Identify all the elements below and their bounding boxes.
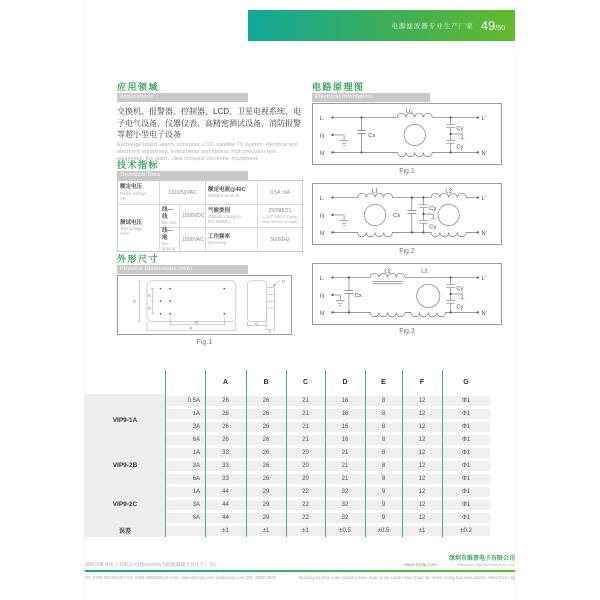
cell-c: 20 [302, 475, 309, 482]
climatic-note: (-25℃/+85℃ Damp heat test for 21 days) [262, 214, 298, 224]
circuit-fig3-svg [313, 264, 501, 324]
model-label: VIP9-2C [85, 485, 165, 524]
cell-e: 8 [381, 397, 386, 404]
applications-body-cn: 交换机、报警器、控制器、LCD、卫星电视系统、电子电气设备、仪器仪表、高精密测试设备、消防报警等超小型电子设备 [117, 107, 302, 139]
header-bar [248, 10, 515, 41]
cell-f: 12 [418, 475, 426, 482]
test-voltage-en: Test Voltage [120, 226, 143, 232]
size-table-group-vip9-1a [85, 394, 490, 446]
page-right-edge [514, 0, 515, 600]
rated-voltage-value: 110/250VAC [168, 189, 197, 196]
current-cell: 1A [192, 449, 200, 456]
line-line-value: 1500VDC [182, 213, 205, 219]
cell-d: 16 [341, 397, 349, 404]
line-ground-value: 1500VAC [182, 236, 204, 243]
table-divider [165, 370, 166, 537]
cell-e: 8 [381, 436, 386, 443]
rated-voltage-label-cell [118, 181, 160, 205]
applications-title: 应用领域 [117, 82, 160, 92]
cell-a: ±1 [222, 527, 229, 534]
cell-g: Φ1 [461, 475, 471, 482]
fig3-label-l-out: L' [481, 275, 486, 282]
test-voltage-label-cell [118, 205, 160, 251]
cell-g: Φ1 [461, 514, 471, 521]
cell-c: 21 [302, 423, 309, 430]
fig1-label-cy-top: Cy [456, 126, 464, 133]
col-header-a: A [222, 378, 229, 386]
cell-b: 26 [262, 449, 270, 456]
cell-f: 12 [418, 449, 426, 456]
size-table [85, 370, 490, 537]
fig1-label-n-out: N' [481, 150, 487, 157]
cell-f: 12 [418, 436, 426, 443]
cell-f: 12 [418, 488, 426, 495]
cell-a: 33 [222, 462, 229, 469]
size-table-group-vip9-2c [85, 485, 490, 524]
rated-voltage-cn: 额定电压 [120, 184, 143, 191]
cell-d: 16 [341, 436, 349, 443]
col-header-g: G [463, 378, 469, 386]
circuit-fig2-svg [313, 184, 501, 244]
cell-e: ±0.5 [377, 527, 390, 534]
cell-a: 44 [222, 514, 229, 521]
cell-f: 12 [418, 410, 426, 417]
cell-d: ±0.5 [339, 527, 351, 534]
fig1-label-n: N [319, 150, 325, 157]
circuits-subtitle: Electrical Information [312, 93, 430, 102]
cell-d: 32 [341, 501, 349, 508]
cell-d: 16 [341, 423, 349, 430]
table-divider [402, 370, 403, 537]
rated-current-value-cell [258, 181, 302, 205]
cell-b: ±1 [262, 527, 270, 534]
cell-f: ±1 [418, 527, 426, 534]
line-ground-en: line-ground [162, 241, 176, 251]
table-divider [325, 370, 326, 537]
dimensions-title: 外形尺寸 [117, 254, 160, 264]
line-line-en: line-line [162, 220, 177, 225]
rated-current-label-cell [206, 181, 258, 205]
dim-label-b: B [195, 319, 199, 325]
operating-value-cell [258, 228, 302, 251]
current-cell: 1A [192, 410, 200, 417]
applications-body-en: Exchange board, alarm, controller, LCD, satellite TV system, electrical and electronic equipment, instruments and meters, high precision test equipment, fire alarm, ultra compact electronic equipment. [117, 142, 298, 162]
circuits-title: 电路原理图 [312, 82, 365, 92]
fig2-label-cx: Cx [393, 212, 401, 219]
current-cell: 1A [192, 488, 200, 495]
cell-a: 26 [222, 397, 229, 404]
circuit-fig1-svg [313, 104, 501, 164]
rated-current-en: Rated Current IR [208, 193, 240, 199]
cell-g: Φ1 [461, 488, 471, 495]
current-cell: 6A [192, 514, 200, 521]
fig1-label-cx: Cx [368, 132, 376, 139]
circuit-fig3-caption: Fig.3 [399, 328, 415, 335]
cell-e: 8 [381, 475, 386, 482]
cell-a: 26 [222, 410, 229, 417]
fig1-label-g: G [319, 133, 325, 140]
cell-d: 21 [341, 462, 349, 469]
line-line-value-cell [180, 205, 206, 228]
circuit-fig3-box [312, 263, 502, 325]
cell-d: 32 [341, 488, 349, 495]
table-divider [205, 370, 206, 537]
cell-c: 22 [302, 514, 309, 521]
circuit-fig1-caption: Fig.1 [399, 168, 415, 175]
dim-label-c: C [255, 320, 259, 326]
fig2-label-l1: L1 [371, 188, 379, 195]
dimension-caption: Fig.1 [196, 339, 213, 346]
fig2-label-cy-bottom: Cy [429, 224, 437, 231]
cell-g: Φ1 [461, 436, 471, 443]
cell-b: 29 [262, 501, 270, 508]
cell-a: 26 [222, 423, 229, 430]
cell-g: Φ1 [461, 397, 471, 404]
cell-b: 26 [262, 462, 270, 469]
fig3-label-l2a: L2 [384, 268, 391, 275]
footer-company-block [449, 556, 515, 568]
cell-f: 12 [418, 501, 426, 508]
fig1-label-l-out: L' [481, 115, 486, 122]
cell-b: 26 [262, 410, 270, 417]
operating-label-cell [206, 228, 258, 251]
col-header-f: F [419, 378, 425, 386]
size-table-header [85, 370, 490, 394]
fig2-label-l: L [319, 195, 324, 202]
applications-subtitle: Applications [117, 93, 248, 102]
rated-current-cn: 额定电流@40C [208, 186, 246, 193]
climatic-value-cell [258, 205, 302, 228]
col-header-b: B [263, 378, 269, 386]
cell-e: 8 [381, 462, 386, 469]
cell-b: 26 [262, 436, 270, 443]
cell-b: 26 [262, 475, 270, 482]
line-ground-value-cell [180, 228, 206, 251]
cell-c: 21 [302, 397, 309, 404]
current-cell: 3A [192, 501, 200, 508]
current-cell: 6A [192, 436, 200, 443]
rated-current-value: 0.5A~6A [269, 189, 291, 196]
line-ground-label-cell [160, 228, 180, 251]
fig2-label-l2: L2 [445, 188, 452, 195]
page-total: /50 [495, 25, 505, 32]
fig2-label-n: N [319, 230, 325, 237]
cell-f: 12 [418, 397, 426, 404]
size-table-tolerance-row [85, 524, 490, 537]
cell-c: ±1 [302, 527, 309, 534]
circuit-fig2-caption: Fig.2 [399, 248, 415, 255]
cell-g: ±0.2 [460, 527, 472, 534]
climatic-value: 25/085/21 [268, 207, 292, 214]
cell-a: 44 [222, 501, 229, 508]
header-tagline: 电源滤波器专业生产厂家 [391, 23, 474, 30]
cell-e: 9 [381, 514, 386, 521]
page-number: 49 [480, 18, 496, 33]
operating-en: Operating [208, 240, 227, 246]
cell-g: Φ1 [461, 462, 471, 469]
current-cell: 3A [192, 462, 200, 469]
cell-c: 21 [302, 436, 309, 443]
fig2-label-n-out: N' [481, 230, 487, 237]
cell-e: 9 [381, 488, 386, 495]
cell-d: 21 [341, 449, 349, 456]
operating-value: 50/60Hz [270, 236, 290, 243]
cell-a: 33 [222, 449, 229, 456]
cell-a: 26 [222, 436, 229, 443]
cell-d: 16 [341, 410, 349, 417]
line-ground-cn: 线—地 [162, 228, 174, 241]
cell-f: 12 [418, 514, 426, 521]
dim-label-f: F [268, 329, 272, 334]
tolerance-label: 误差 [85, 524, 165, 537]
cell-d: 21 [341, 475, 349, 482]
model-label: VIP9-1A [85, 394, 165, 446]
fig2-label-g: G [319, 213, 325, 220]
current-cell: 6A [192, 475, 200, 482]
rated-voltage-value-cell [160, 181, 206, 205]
table-divider [442, 370, 443, 537]
line-line-label-cell [160, 205, 180, 228]
col-header-c: C [302, 378, 309, 386]
cell-c: 20 [302, 462, 309, 469]
footer-company-en: ShenZhen Vip Electronics Co.,Ltd. [457, 563, 515, 567]
footer-company-full: 深圳市维普电子有限公司(原VIC/VIA电源滤波器专业生产厂家) [85, 563, 216, 568]
cell-b: 26 [262, 397, 270, 404]
rated-voltage-sym: VR [120, 195, 126, 201]
dimension-drawing-box [117, 275, 292, 335]
cell-e: 8 [381, 423, 386, 430]
footer [85, 556, 515, 580]
dim-label-e1: E [148, 292, 152, 298]
cell-g: Φ1 [461, 449, 471, 456]
col-header-e: E [381, 378, 386, 386]
climatic-en: Climatic Category [208, 214, 242, 220]
cell-e: 8 [381, 410, 386, 417]
rated-voltage-en: Rated Voltage [120, 190, 147, 196]
cell-a: 33 [222, 475, 229, 482]
fig3-label-cy-bottom: Cy [456, 304, 464, 311]
cell-b: 29 [262, 514, 270, 521]
climatic-cn: 气候类别 [208, 207, 231, 214]
circuit-fig2-box [312, 183, 502, 245]
cell-c: 22 [302, 501, 309, 508]
footer-company-cn: 深圳市维普电子有限公司 [448, 556, 515, 562]
cell-e: 8 [381, 449, 386, 456]
dim-label-a: A [189, 325, 193, 331]
circuit-fig1-box [312, 103, 502, 165]
cell-e: 9 [381, 501, 386, 508]
fig1-label-l: L [319, 115, 324, 122]
operating-cn: 工作频率 [208, 233, 231, 240]
footer-contact: Tel: 0755-29176276 FAX: 0755-29080094 E-mail: sales@szvip.com vip@szvip.com QQ: 405873832 [85, 575, 276, 580]
table-divider [365, 370, 366, 537]
current-cell: 3A [192, 423, 200, 430]
cell-c: 21 [302, 410, 309, 417]
cell-c: 22 [302, 488, 309, 495]
fig3-label-cy-top: Cy [456, 286, 464, 293]
technical-table [117, 180, 303, 252]
cell-g: Φ1 [461, 501, 471, 508]
dimensions-subtitle: Physical Dimensions (mm) [117, 265, 248, 274]
cell-d: 32 [341, 514, 349, 521]
size-table-group-vip9-2b [85, 446, 490, 485]
cell-b: 26 [262, 423, 270, 430]
fig1-label-cy-bottom: Cy [456, 144, 464, 151]
col-header-d: D [342, 378, 348, 386]
footer-divider [85, 570, 515, 572]
fig3-label-cx: Cx [354, 292, 362, 299]
line-line-cn: 线—线 [162, 207, 174, 220]
table-divider [246, 370, 247, 537]
table-divider [286, 370, 287, 537]
fig3-label-n-out: N' [481, 310, 487, 317]
fig2-label-l-out: L' [481, 195, 486, 202]
fig3-label-l2b: L2 [421, 268, 428, 275]
climatic-std: IEC 60068-1 [208, 219, 232, 225]
dimension-drawing-svg [118, 276, 291, 334]
cell-b: 29 [262, 488, 270, 495]
fig3-label-n: N [319, 310, 325, 317]
cell-f: 12 [418, 423, 426, 430]
cell-g: Φ1 [461, 410, 471, 417]
current-cell: 0.5A [187, 397, 200, 404]
cell-c: 20 [302, 449, 309, 456]
dim-label-g: G [281, 278, 285, 284]
cell-g: Φ1 [461, 423, 471, 430]
technical-subtitle: Technical Data [117, 171, 248, 180]
footer-website-link[interactable]: www.szvip.com [404, 563, 437, 568]
footer-address: Building A2 blue yuan industry area, huan guan south road, Guan lan street, Long hua new district, Shenzhen city [299, 575, 515, 580]
fig2-label-cy-top: Cy [429, 206, 437, 213]
fig3-label-g: G [319, 293, 325, 300]
test-voltage-sym: Vtest [120, 231, 130, 237]
dim-label-d: D [132, 298, 136, 304]
test-voltage-cn: 测试电压 [120, 219, 143, 226]
model-label: VIP9-2B [85, 446, 165, 485]
fig1-label-lc: Lc [405, 108, 412, 115]
fig3-label-l: L [319, 275, 324, 282]
climatic-label-cell [206, 205, 258, 228]
cell-f: 12 [418, 462, 426, 469]
technical-title: 技术指标 [117, 160, 160, 170]
cell-a: 44 [222, 488, 229, 495]
page-indicator [481, 18, 505, 33]
dim-label-e2: E [148, 305, 152, 311]
